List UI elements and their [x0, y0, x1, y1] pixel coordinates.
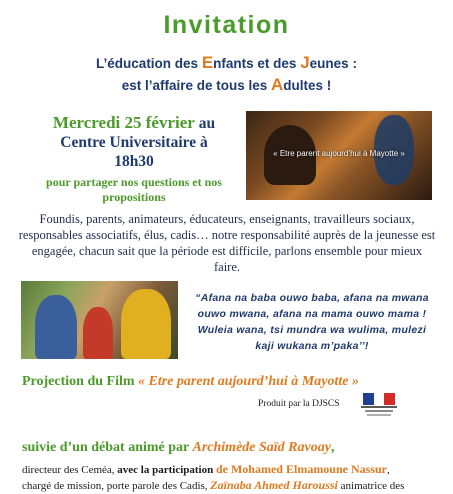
subtitle-line-2: est l’affaire de tous les Adultes ! [121, 75, 332, 94]
film-still-photo [246, 111, 432, 200]
moderator-name: Archimède Saïd Ravoay [192, 440, 331, 455]
event-time: 18h30 [114, 153, 154, 170]
shimaore-quote: “Afana na baba ouwo baba, afana na mwana ouwo mwana, afana na mama ouwo mama ! Wuleia wana, tsi mundra wa wulima, mulezi kaji wukana m’paka’’! [195, 292, 429, 352]
flag-icon [363, 393, 395, 405]
participants-details: directeur des Ceméa, avec la participation de Mohamed Elmamoune Nassur, chargé de mission, porte parole des Cadis, Zaïnaba Ahmed Haroussi animatrice des [22, 462, 405, 492]
family-photo [21, 281, 178, 359]
photo-caption: « Etre parent aujourd’hui à Mayotte » [273, 149, 405, 158]
subtitle-line-1: L’éducation des Enfants et des Jeunes : [96, 53, 357, 72]
invitation-title: Invitation [163, 11, 290, 39]
debate-line: suivie d’un débat animé par Archimède Saïd Ravoay, [22, 440, 335, 455]
participant-name-2: Zaïnaba Ahmed Haroussi [210, 478, 338, 492]
film-title: « Etre parent aujourd’hui à Mayotte » [138, 374, 359, 389]
intro-paragraph: Foundis, parents, animateurs, éducateurs, enseignants, travailleurs sociaux, responsables associatifs, élus, cadis… notre responsabilité auprès de la jeunesse est engagée, chacun sait que la période est difficile, parlons ensemble pour mieux faire. [18, 212, 436, 274]
event-place: Centre Universitaire à [60, 134, 208, 151]
event-details: Mercredi 25 février au Centre Universitaire à 18h30 pour partager nos questions et nos propositions [28, 113, 240, 205]
participant-name: de Mohamed Elmamoune Nassur [215, 462, 387, 476]
event-date: Mercredi 25 février [52, 113, 195, 132]
prefecture-flag-logo [361, 393, 397, 419]
projection-line: Projection du Film « Etre parent aujourd’hui à Mayotte » [22, 374, 359, 389]
highlight-letter-e: E [201, 53, 214, 72]
highlight-letter-a: A [271, 75, 284, 94]
event-purpose: pour partager nos questions et nos propositions [46, 175, 222, 204]
subtitle [0, 52, 453, 96]
highlight-letter-j: J [300, 53, 310, 72]
produced-by: Produit par la DJSCS [258, 399, 340, 409]
